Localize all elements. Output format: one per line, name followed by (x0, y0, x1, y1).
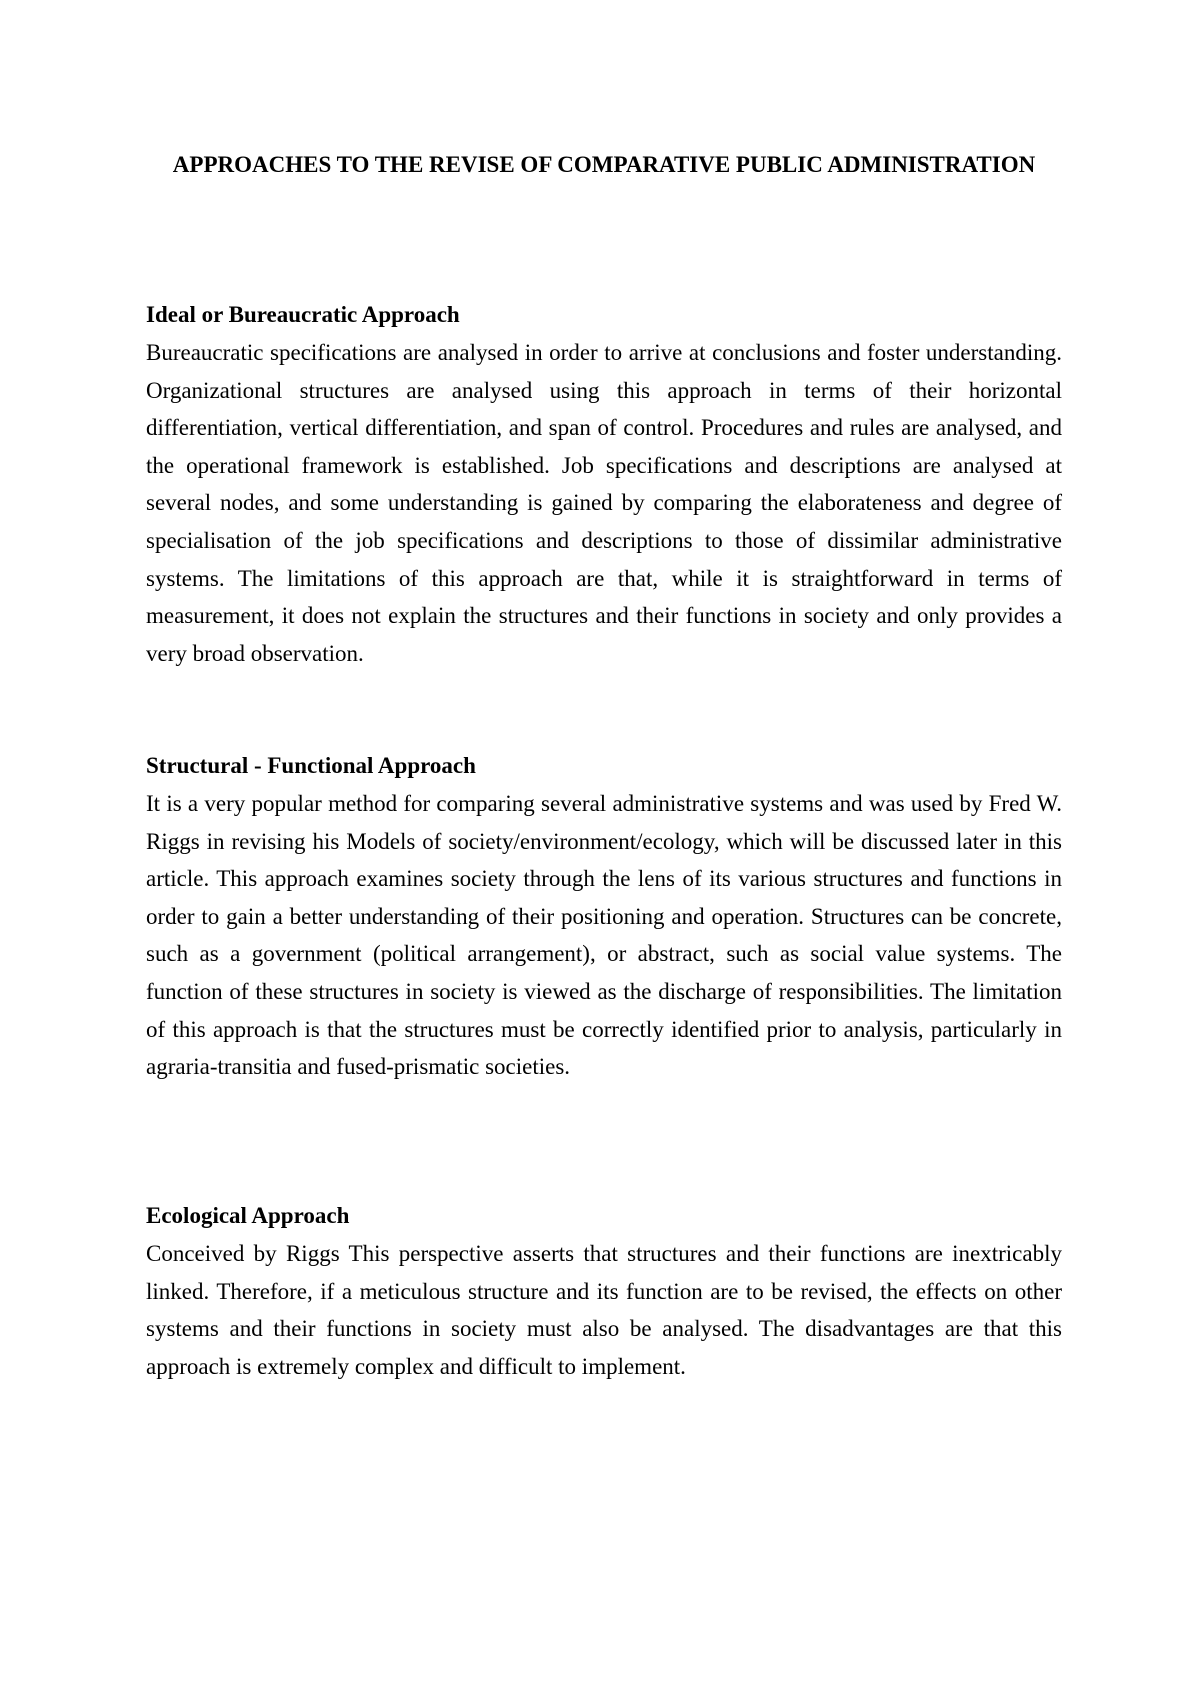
section-heading: Structural - Functional Approach (146, 753, 476, 778)
document-title: APPROACHES TO THE REVISE OF COMPARATIVE PUBLIC ADMINISTRATION (172, 152, 1036, 177)
section-bureaucratic-approach (146, 296, 1062, 672)
section-body: It is a very popular method for comparing several administrative systems and was used by Fred W. Riggs in revising his Models of society/environment/ecology, which will be discussed later in this article. This approach examines society through the lens of its various structures and functions in order to gain a better understanding of their positioning and operation. Structures can be concrete, such as a government (political arrangement), or abstract, such as social value systems. The function of these structures in society is viewed as the discharge of responsibilities. The limitation of this approach is that the structures must be correctly identified prior to analysis, particularly in agraria-transitia and fused-prismatic societies. (146, 791, 1062, 1080)
section-body: Conceived by Riggs This perspective asserts that structures and their functions are inextricably linked. Therefore, if a meticulous structure and its function are to be revised, the effects on other systems and their functions in society must also be analysed. The disadvantages are that this approach is extremely complex and difficult to implement. (146, 1241, 1062, 1379)
section-ecological-approach (146, 1197, 1062, 1385)
section-body: Bureaucratic specifications are analysed in order to arrive at conclusions and foster understanding. Organizational structures are analysed using this approach in terms of their horizontal differentiation, vertical differentiation, and span of control. Procedures and rules are analysed, and the operational framework is established. Job specifications and descriptions are analysed at several nodes, and some understanding is gained by comparing the elaborateness and degree of specialisation of the job specifications and descriptions to those of dissimilar administrative systems. The limitations of this approach are that, while it is straightforward in terms of measurement, it does not explain the structures and their functions in society and only provides a very broad observation. (146, 340, 1062, 666)
section-heading: Ecological Approach (146, 1203, 350, 1228)
section-structural-functional-approach (146, 747, 1062, 1086)
section-heading: Ideal or Bureaucratic Approach (146, 302, 460, 327)
